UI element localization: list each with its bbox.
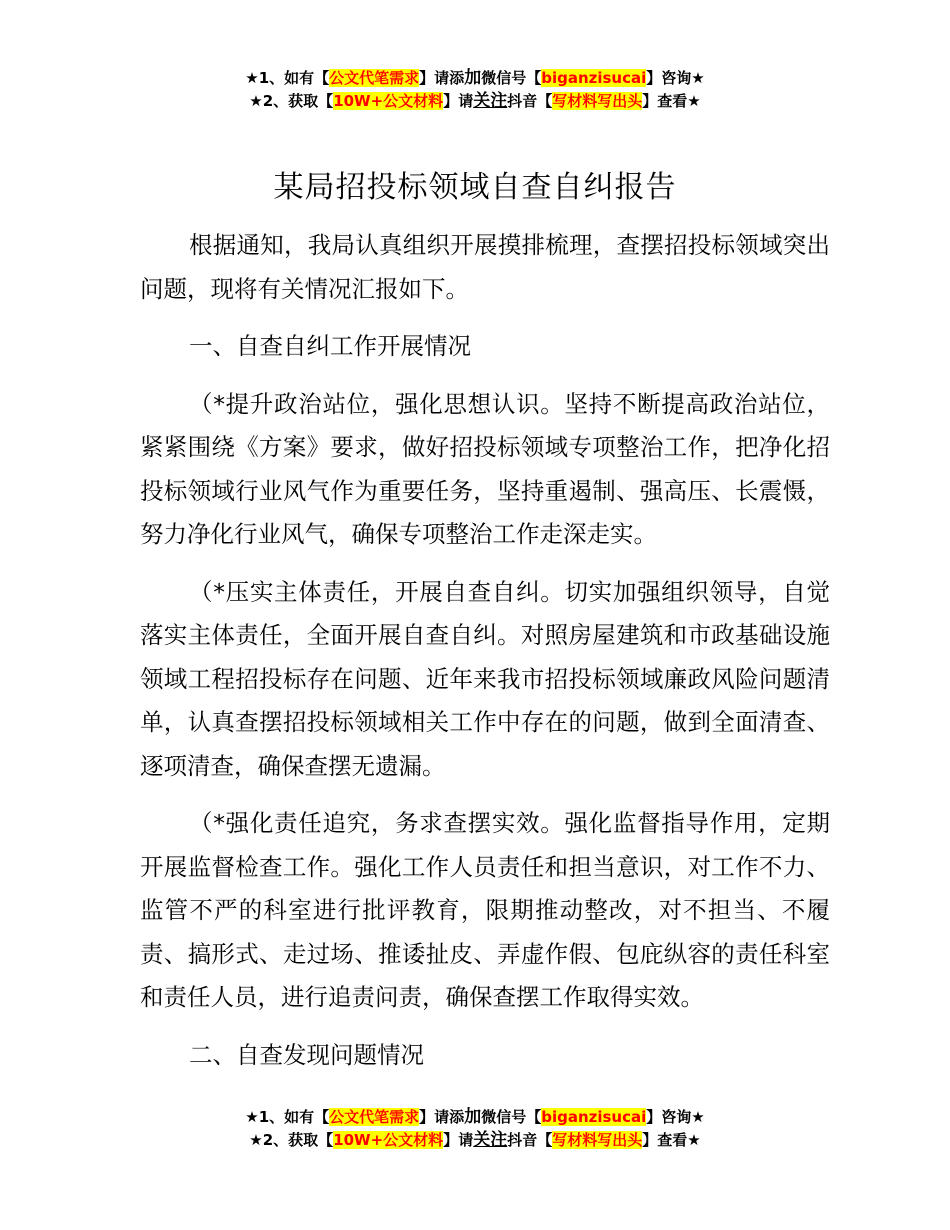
banner-text: ★1、如有【 <box>245 1108 330 1126</box>
header-banner <box>0 67 950 113</box>
section-heading-1: 一、自查自纠工作开展情况 <box>189 332 471 360</box>
body-paragraph-1: （*提升政治站位，强化思想认识。坚持不断提高政治站位，紧紧围绕《方案》要求，做好招投标领域专项整治工作，把净化招投标领域行业风气作为重要任务，坚持重遏制、强高压、长震慑，努力净化行业风气，确保专项整治工作走深走实。 <box>140 389 830 548</box>
banner-line-2 <box>0 1129 950 1152</box>
banner-highlight: 10W+公文材料 <box>333 92 444 110</box>
banner-text: 微信号【 <box>481 1108 542 1126</box>
banner-highlight: 公文代笔需求 <box>329 69 420 87</box>
document-body <box>140 224 830 1091</box>
banner-line-2 <box>0 90 950 113</box>
banner-text: 关注 <box>473 1130 508 1150</box>
banner-line-1 <box>0 67 950 90</box>
banner-text: 微信号【 <box>481 69 542 87</box>
document-title: 某局招投标领域自查自纠报告 <box>273 170 677 205</box>
banner-text: 加 <box>464 1107 482 1127</box>
banner-text: ★2、获取【 <box>249 92 334 110</box>
section-heading-2: 二、自查发现问题情况 <box>189 1040 424 1069</box>
banner-line-1 <box>0 1106 950 1129</box>
banner-highlight: 写材料写出头 <box>552 1131 643 1149</box>
body-paragraph-2: （*压实主体责任，开展自查自纠。切实加强组织领导，自觉落实主体责任，全面开展自查自纠。对照房屋建筑和市政基础设施领域工程招投标存在问题、近年来我市招投标领域廉政风险问题清单，认真查摆招投标领域相关工作中存在的问题，做到全面清查、逐项清查，确保查摆无遗漏。 <box>140 577 830 780</box>
banner-text: 】请 <box>443 92 474 110</box>
banner-text: 】请添 <box>419 69 465 87</box>
banner-text: 】咨询★ <box>646 1108 705 1126</box>
banner-text: 抖音【 <box>507 1131 553 1149</box>
banner-text: 关注 <box>473 91 508 111</box>
banner-highlight: 公文代笔需求 <box>329 1108 420 1126</box>
banner-text: ★1、如有【 <box>245 69 330 87</box>
banner-text: 】咨询★ <box>646 69 705 87</box>
banner-text: 】请添 <box>419 1108 465 1126</box>
intro-paragraph: 根据通知，我局认真组织开展摸排梳理，查摆招投标领域突出问题，现将有关情况汇报如下。 <box>140 231 830 303</box>
banner-text: ★2、获取【 <box>249 1131 334 1149</box>
banner-text: 】查看★ <box>642 1131 701 1149</box>
banner-highlight: 写材料写出头 <box>552 92 643 110</box>
banner-text: 加 <box>464 68 482 88</box>
banner-highlight: biganzisucai <box>541 69 647 87</box>
banner-text: 抖音【 <box>507 92 553 110</box>
banner-text: 】查看★ <box>642 92 701 110</box>
footer-banner <box>0 1106 950 1152</box>
banner-highlight: 10W+公文材料 <box>333 1131 444 1149</box>
banner-text: 】请 <box>443 1131 474 1149</box>
banner-highlight: biganzisucai <box>541 1108 647 1126</box>
body-paragraph-3: （*强化责任追究，务求查摆实效。强化监督指导作用，定期开展监督检查工作。强化工作人员责任和担当意识，对工作不力、监管不严的科室进行批评教育，限期推动整改，对不担当、不履责、搞形式、走过场、推诿扯皮、弄虚作假、包庇纵容的责任科室和责任人员，进行追责问责，确保查摆工作取得实效。 <box>140 809 830 1011</box>
